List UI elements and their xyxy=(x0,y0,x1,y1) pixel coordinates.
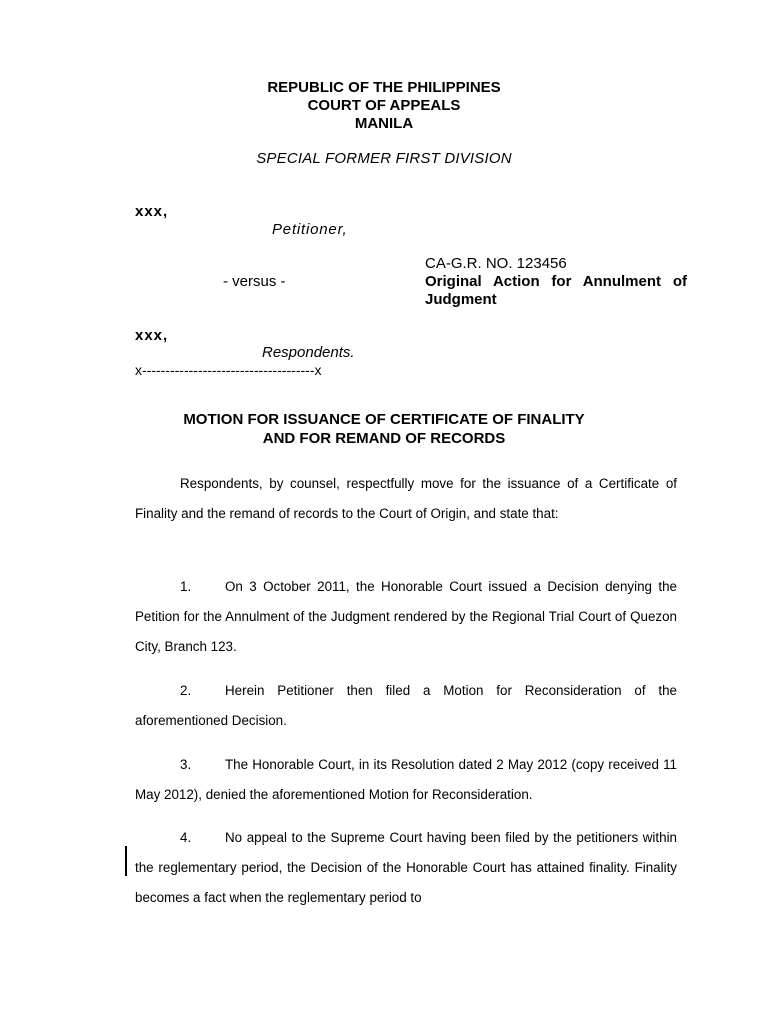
paragraph-3-number: 3. xyxy=(180,757,192,772)
paragraph-4 xyxy=(135,823,677,913)
versus-label: - versus - xyxy=(223,273,286,290)
petitioner-name: xxx, xyxy=(135,203,169,220)
paragraph-2-number: 2. xyxy=(180,683,192,698)
paragraph-1-text: On 3 October 2011, the Honorable Court issued a Decision denying the Petition for the Annulment of the Judgment rendered by the Regional Trial Court of Quezon City, Branch 123. xyxy=(135,579,677,654)
header-republic: REPUBLIC OF THE PHILIPPINES xyxy=(267,79,501,96)
header-court: COURT OF APPEALS xyxy=(307,97,461,114)
motion-title-line2: AND FOR REMAND OF RECORDS xyxy=(262,430,506,447)
intro-paragraph: Respondents, by counsel, respectfully move for the issuance of a Certificate of Finality and the remand of records to the Court of Origin, and state that: xyxy=(135,476,677,521)
paragraph-2-text: Herein Petitioner then filed a Motion for Reconsideration of the aforementioned Decision. xyxy=(135,683,677,728)
paragraph-1-number: 1. xyxy=(180,579,192,594)
text-cursor xyxy=(125,846,127,876)
petitioner-role: Petitioner, xyxy=(272,221,348,238)
paragraph-4-number: 4. xyxy=(180,830,192,845)
paragraph-2 xyxy=(135,676,677,736)
respondent-name: xxx, xyxy=(135,327,169,344)
case-number: CA-G.R. NO. 123456 xyxy=(425,255,567,272)
caption-separator: x-------------------------------------x xyxy=(135,362,322,378)
division-name: SPECIAL FORMER FIRST DIVISION xyxy=(256,150,512,167)
header-city: MANILA xyxy=(354,115,414,132)
paragraph-4-text: No appeal to the Supreme Court having been filed by the petitioners within the reglementary period, the Decision of the Honorable Court has attained finality. Finality becomes a fact when the reglementary period to xyxy=(135,830,677,905)
respondent-role: Respondents. xyxy=(262,344,355,361)
paragraph-1 xyxy=(135,572,677,662)
motion-title-line1: MOTION FOR ISSUANCE OF CERTIFICATE OF FINALITY xyxy=(183,411,585,428)
paragraph-3-text: The Honorable Court, in its Resolution dated 2 May 2012 (copy received 11 May 2012), denied the aforementioned Motion for Reconsideration. xyxy=(135,757,677,802)
paragraph-3 xyxy=(135,750,677,810)
case-action: Original Action for Annulment of Judgment xyxy=(425,273,687,308)
